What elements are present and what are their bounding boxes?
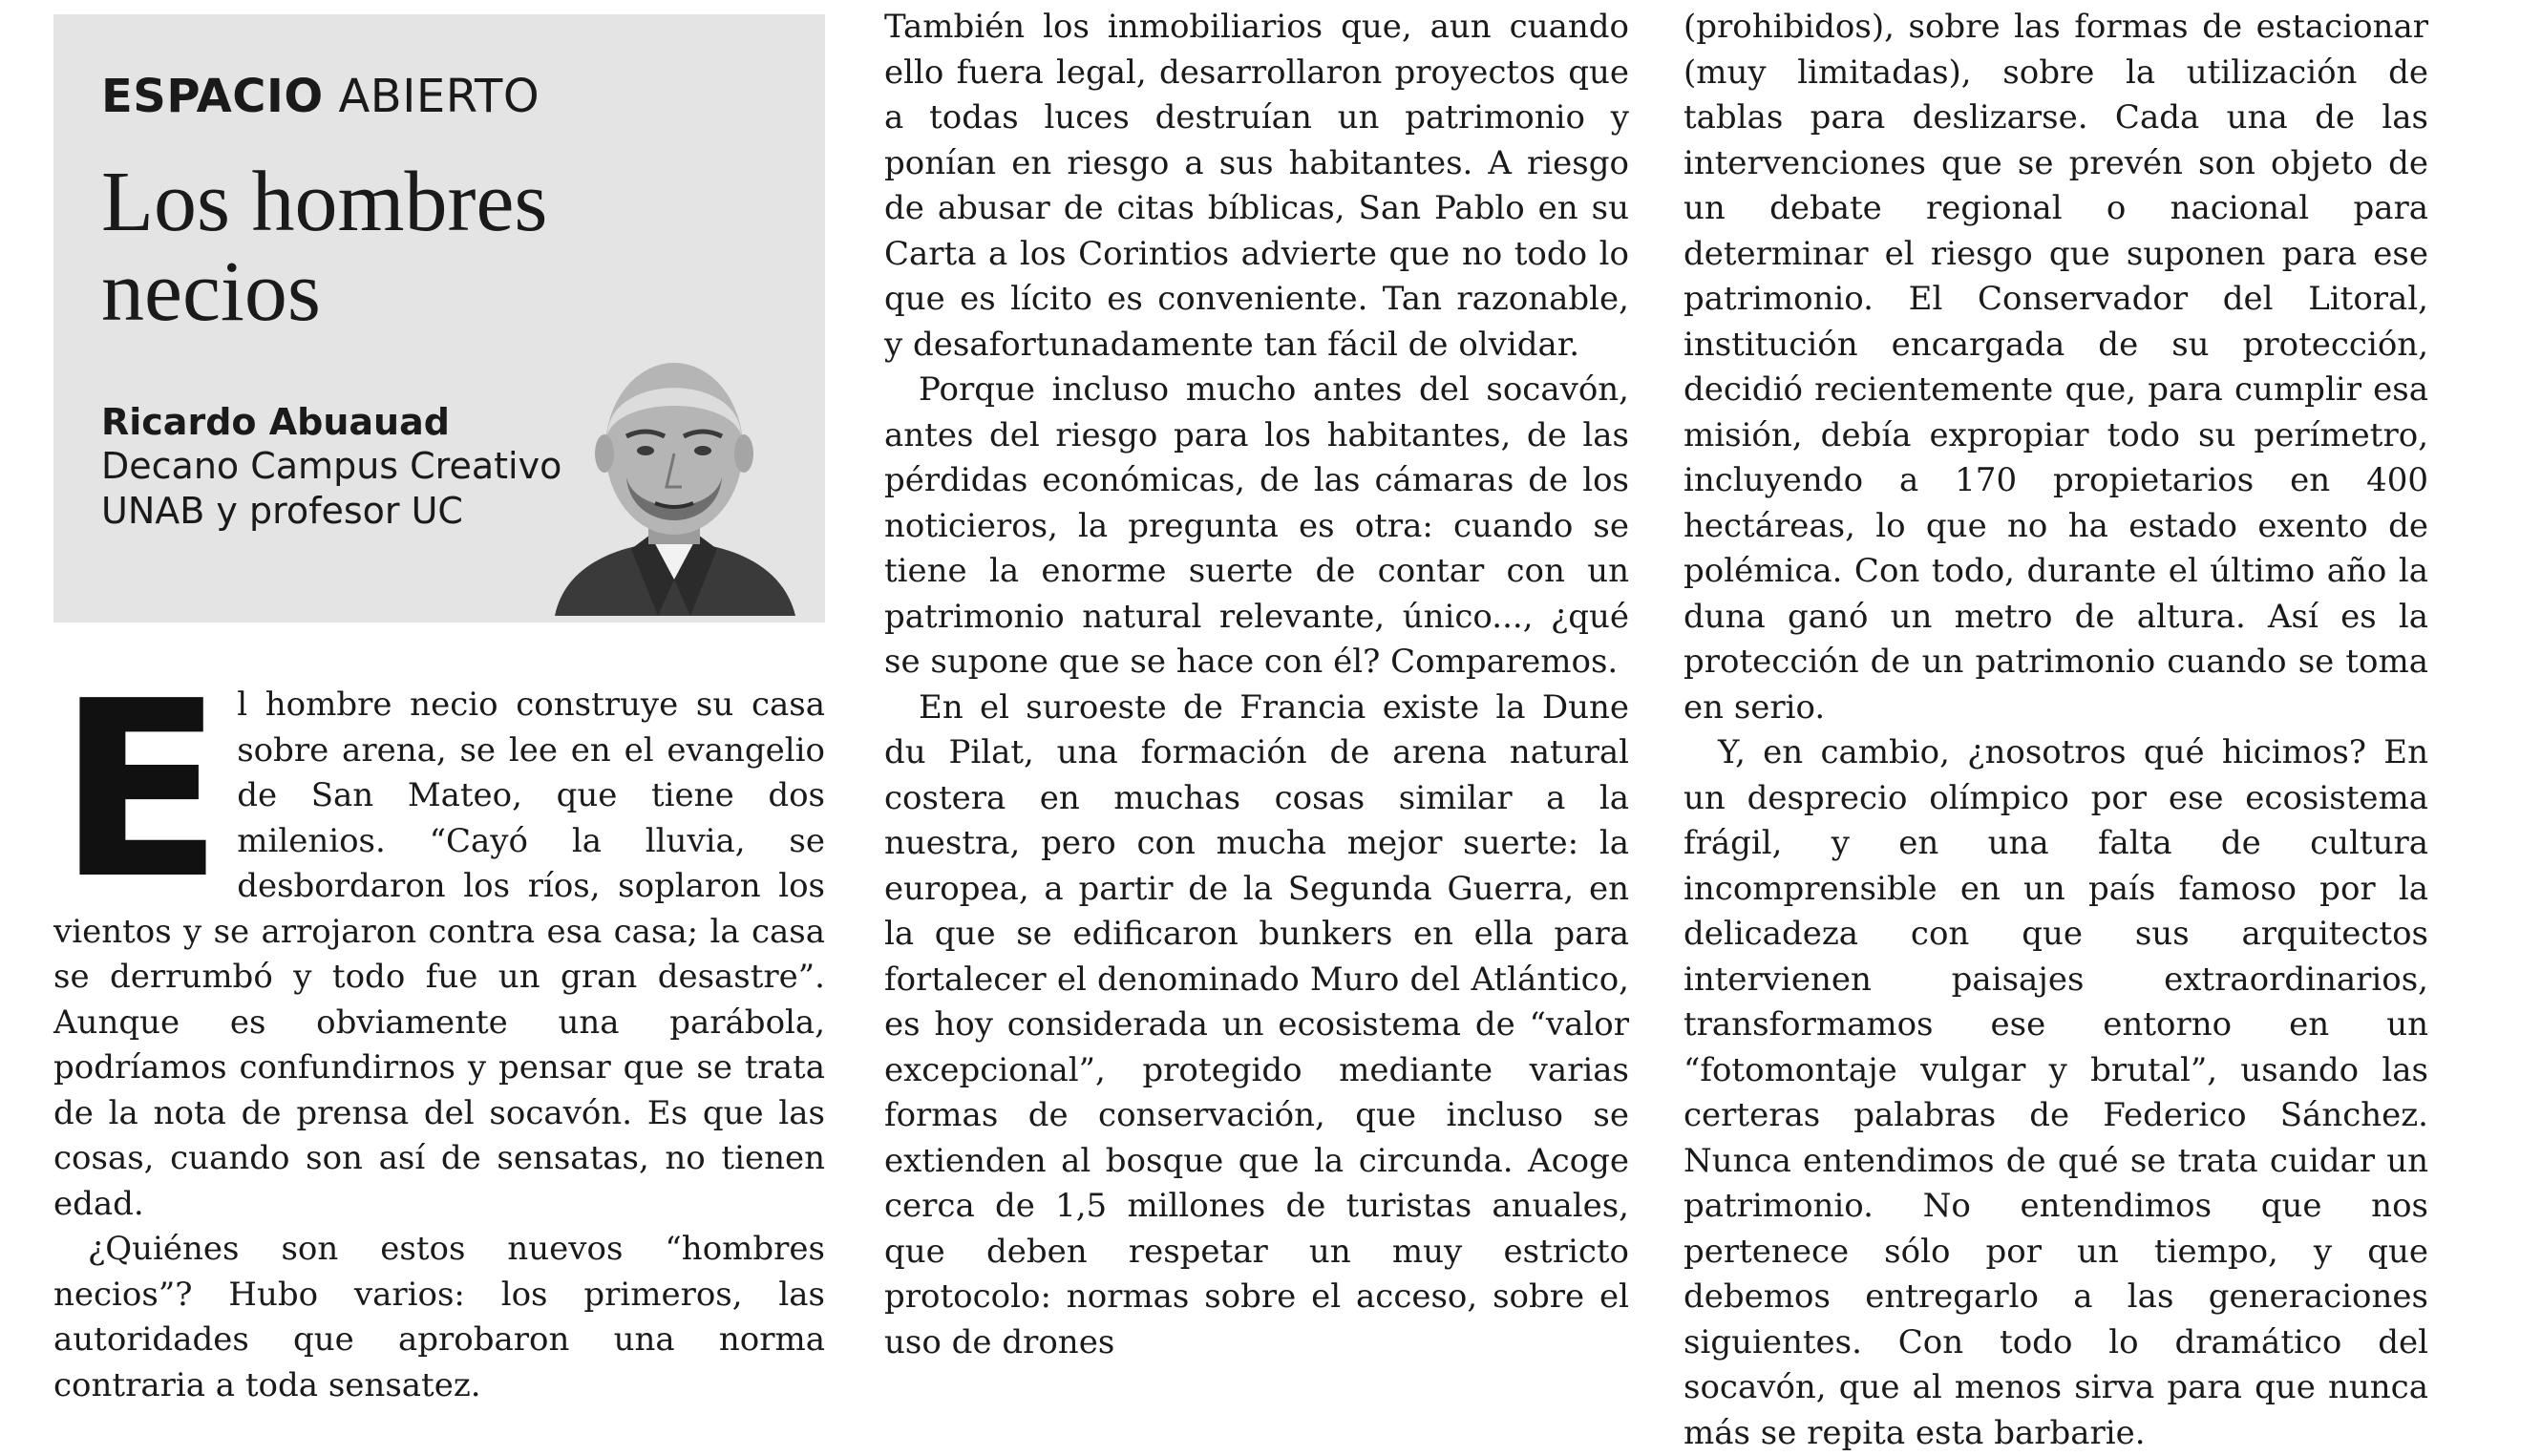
headline: Los hombres necios: [101, 155, 548, 339]
header-box: [53, 14, 825, 622]
article-column-1: [53, 649, 825, 1408]
article-column-3: [1683, 5, 2428, 1456]
paragraph: ¿Quiénes son estos nuevos “hombres necios”? Hubo varios: los primeros, las autoridades que aprobaron una norma contraria a toda sensatez.: [53, 1230, 825, 1404]
paragraph: En el suroeste de Francia existe la Dune du Pilat, una formación de arena natural costera en muchas cosas similar a la nuestra, pero con mucha mejor suerte: la europea, a partir de la Segunda Guerra, en la que se edificaron bunkers en ella para fortalecer el denominado Muro del Atlántico, es hoy considerada un ecosistema de “valor excepcional”, protegido mediante varias formas de conservación, que incluso se extienden al bosque que la circunda. Acoge cerca de 1,5 millones de turistas anuales, que deben respetar un muy estricto protocolo: normas sobre el acceso, sobre el uso de drones: [884, 687, 1629, 1361]
section-label: [101, 70, 540, 123]
paragraph: Porque incluso mucho antes del socavón, antes del riesgo para los habitantes, de las pérdidas económicas, de las cámaras de los noticieros, la pregunta es otra: cuando se tiene la enorme suerte de contar con un patrimonio natural relevante, único..., ¿qué se supone que se hace con él? Comparemos.: [884, 370, 1629, 681]
section-label-light: ABIERTO: [338, 70, 540, 123]
author-role: Decano Campus Creativo UNAB y profesor UC: [101, 445, 562, 532]
paragraph: (prohibidos), sobre las formas de estacionar (muy limitadas), sobre la utilización de tablas para deslizarse. Cada una de las intervenciones que se prevén son objeto de un debate regional o nacional para determinar el riesgo que suponen para ese patrimonio. El Conservador del Litoral, institución encargada de su protección, decidió recientemente que, para cumplir esa misión, debía expropiar todo su perímetro, incluyendo a 170 propietarios en 400 hectáreas, lo que no ha estado exento de polémica. Con todo, durante el último año la duna ganó un metro de altura. Así es la protección de un patrimonio cuando se toma en serio.: [1683, 8, 2428, 727]
paragraph: [53, 649, 825, 1227]
article-column-2: [884, 5, 1629, 1365]
paragraph: Y, en cambio, ¿nosotros qué hicimos? En un desprecio olímpico por ese ecosistema frágil, y en una falta de cultura incomprensible en un país famoso por la delicadeza con que sus arquitectos intervienen paisajes extraordinarios, transformamos ese entorno en un “fotomontaje vulgar y brutal”, usando las certeras palabras de Federico Sánchez. Nunca entendimos de qué se trata cuidar un patrimonio. No entendimos que nos pertenece sólo por un tiempo, y que debemos entregarlo a las generaciones siguientes. Con todo lo dramático del socavón, que al menos sirva para que nunca más se repita esta barbarie.: [1683, 733, 2428, 1452]
author-name: Ricardo Abuauad: [101, 401, 450, 443]
author-portrait: [536, 329, 813, 616]
paragraph: También los inmobiliarios que, aun cuando ello fuera legal, desarrollaron proyectos que a todas luces destruían un patrimonio y ponían en riesgo a sus habitantes. A riesgo de abusar de citas bíblicas, San Pablo en su Carta a los Corintios advierte que no todo lo que es lícito es conveniente. Tan razonable, y desafortunadamente tan fácil de olvidar.: [884, 8, 1629, 364]
paragraph-text: l hombre necio construye su casa sobre arena, se lee en el evangelio de San Mateo, que tiene dos milenios. “Cayó la lluvia, se desbordaron los ríos, soplaron los vientos y se arrojaron contra esa casa; la casa se derrumbó y todo fue un gran desastre”. Aunque es obviamente una parábola, podríamos confundirnos y pensar que se trata de la nota de prensa del socavón. Es que las cosas, cuando son así de sensatas, no tienen edad.: [53, 686, 825, 1223]
drop-cap: E: [57, 649, 224, 933]
section-label-bold: ESPACIO: [101, 70, 324, 123]
